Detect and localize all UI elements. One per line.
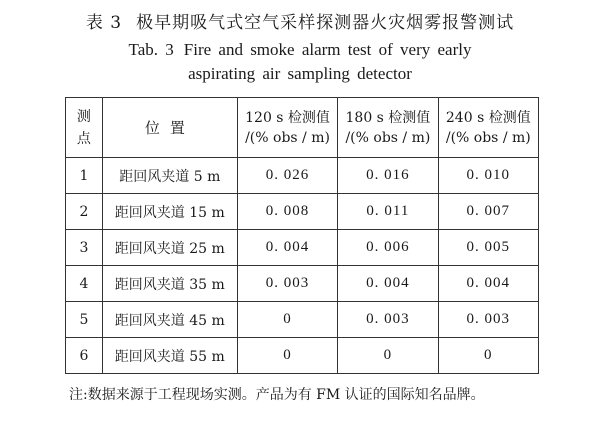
header-180s-line2: /(% obs / m) [345,129,431,146]
header-position: 位置 [102,98,237,158]
table-footnote: 注:数据来源于工程现场实测。产品为有 FM 认证的国际知名品牌。 [69,387,485,403]
row-value-240s: 0. 003 [438,302,538,338]
row-location: 距回风夹道 5 m [102,158,237,194]
row-value-240s: 0. 010 [438,158,538,194]
table-caption-english [0,38,600,86]
row-index: 5 [66,302,103,338]
table-row [66,158,539,194]
row-location: 距回风夹道 25 m [102,230,237,266]
header-240s-line2: /(% obs / m) [445,129,531,146]
table-title-english-line2: aspirating air sampling detector [188,64,412,83]
row-value-180s: 0 [338,338,438,374]
table-number-chinese: 表 3 [85,13,123,33]
row-index: 3 [66,230,103,266]
row-value-120s: 0. 004 [237,230,337,266]
table-number-english: Tab. 3 [128,40,174,59]
row-value-120s: 0 [237,338,337,374]
row-value-180s: 0. 011 [338,194,438,230]
table-caption-chinese [0,8,600,33]
row-index: 2 [66,194,103,230]
table-title-chinese: 极早期吸气式空气采样探测器火灾烟雾报警测试 [136,13,515,33]
row-value-240s: 0. 004 [438,266,538,302]
header-index [66,98,103,158]
header-180s [338,98,438,158]
row-value-180s: 0. 016 [338,158,438,194]
row-index: 4 [66,266,103,302]
row-value-120s: 0. 003 [237,266,337,302]
row-value-180s: 0. 003 [338,302,438,338]
header-120s [237,98,337,158]
row-location: 距回风夹道 55 m [102,338,237,374]
table-row [66,338,539,374]
table-row [66,194,539,230]
header-180s-line1: 180 s 检测值 [345,109,431,126]
row-value-240s: 0. 005 [438,230,538,266]
table-row [66,230,539,266]
header-240s [438,98,538,158]
row-index: 6 [66,338,103,374]
table-row [66,266,539,302]
table-title-english-text1: Fire and smoke alarm test of very early [183,40,472,59]
row-value-120s: 0 [237,302,337,338]
row-value-120s: 0. 026 [237,158,337,194]
row-value-120s: 0. 008 [237,194,337,230]
header-index-line1: 测 [76,108,91,125]
header-index-line2: 点 [76,130,91,147]
header-120s-line1: 120 s 检测值 [245,109,330,126]
alarm-test-table [65,97,539,374]
row-location: 距回风夹道 45 m [102,302,237,338]
row-value-240s: 0. 007 [438,194,538,230]
header-120s-line2: /(% obs / m) [245,129,330,146]
row-value-180s: 0. 006 [338,230,438,266]
row-value-180s: 0. 004 [338,266,438,302]
table-row [66,302,539,338]
table-title-english-line1 [0,38,600,62]
row-index: 1 [66,158,103,194]
table-header-row [66,98,539,158]
row-location: 距回风夹道 15 m [102,194,237,230]
row-location: 距回风夹道 35 m [102,266,237,302]
row-value-240s: 0 [438,338,538,374]
header-240s-line1: 240 s 检测值 [445,109,531,126]
